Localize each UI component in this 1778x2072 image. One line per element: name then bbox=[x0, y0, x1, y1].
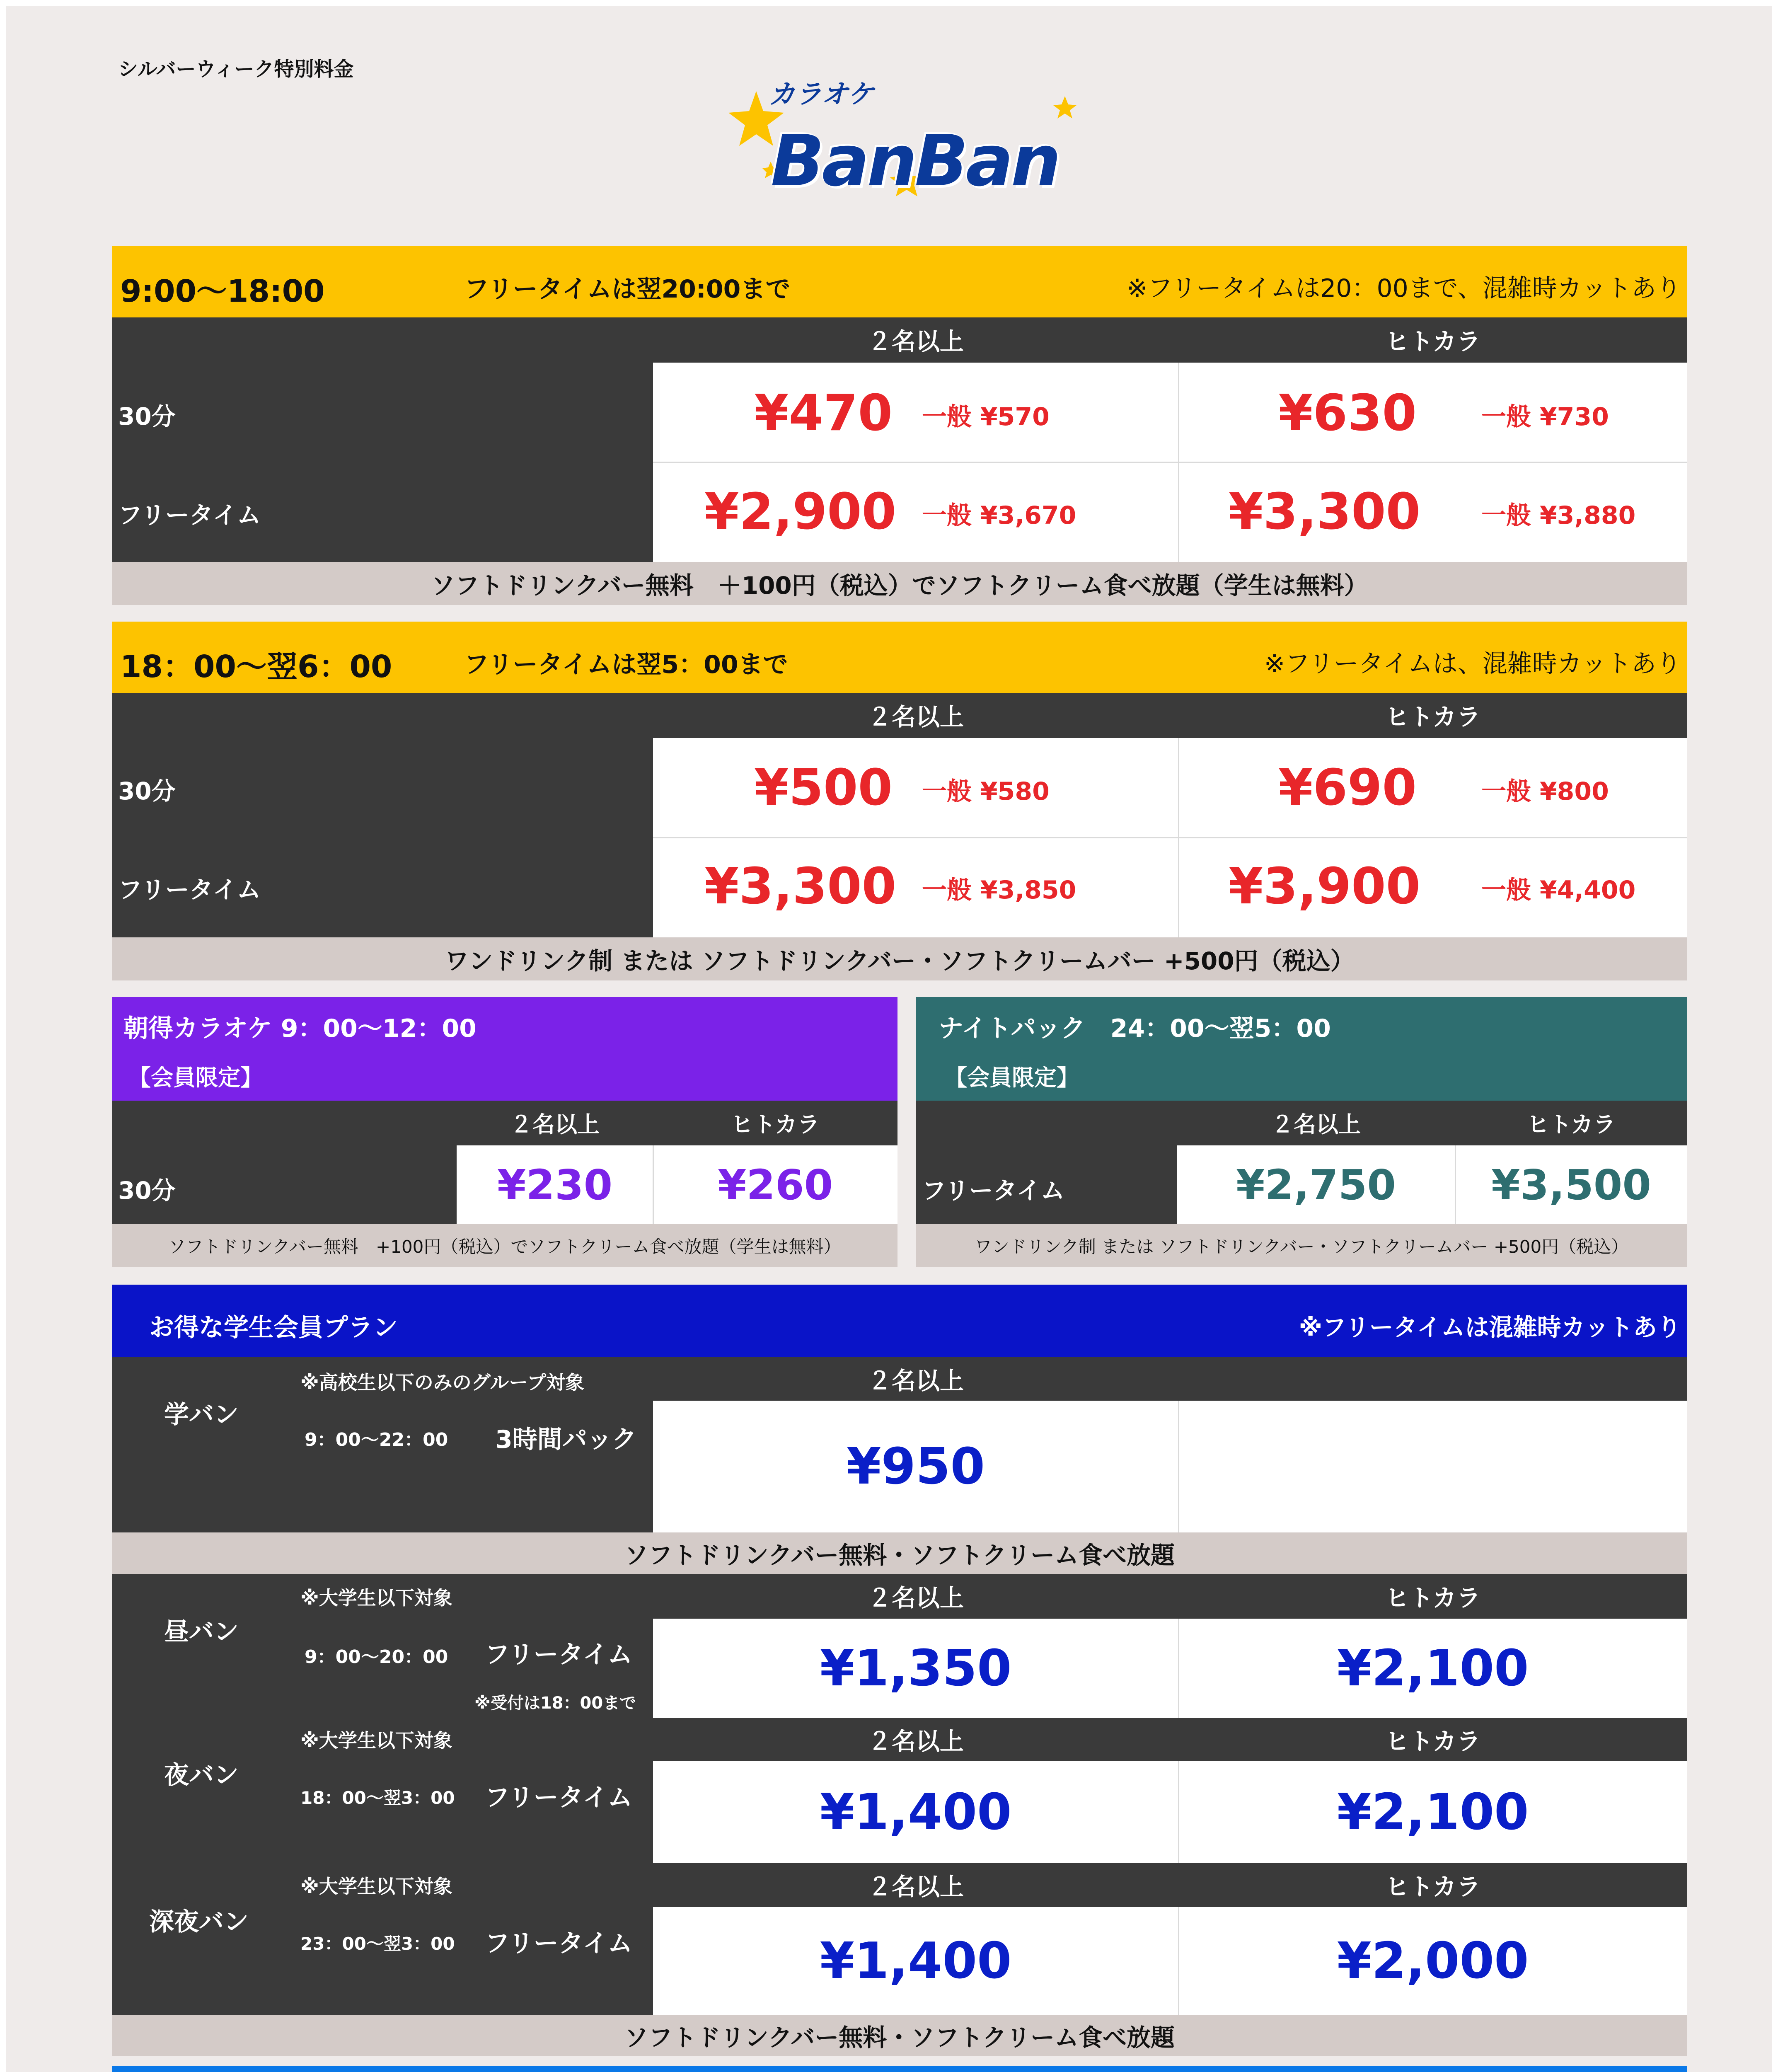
hiruban-col-group: ２名以上 bbox=[867, 1584, 964, 1612]
nightpack-solo-price: ¥3,500 bbox=[1491, 1160, 1651, 1209]
morning-col-solo: ヒトカラ bbox=[731, 1111, 820, 1138]
night-free-note: フリータイムは翌5：00まで bbox=[464, 650, 788, 679]
logo-main: BanBan bbox=[771, 120, 1059, 199]
night-time: 18：00〜翌6：00 bbox=[120, 649, 392, 685]
day-header-bar bbox=[112, 246, 1687, 317]
shinyaban-col-group: ２名以上 bbox=[867, 1873, 964, 1901]
nightpack-title: ナイトパック 24：00〜翌5：00 bbox=[939, 1014, 1331, 1043]
nightpack-row-label: フリータイム bbox=[922, 1176, 1065, 1205]
night-col-group: ２名以上 bbox=[867, 703, 964, 731]
gakuban-col-group: ２名以上 bbox=[867, 1367, 964, 1395]
student-footer1: ソフトドリンクバー無料・ソフトクリーム食べ放題 bbox=[112, 1532, 1687, 1574]
hiruban-time: 9：00〜20：00 bbox=[305, 1646, 448, 1668]
yoruban-col-group: ２名以上 bbox=[867, 1727, 964, 1755]
morning-header bbox=[112, 997, 897, 1101]
morning-group-price: ¥230 bbox=[497, 1160, 613, 1209]
nightpack-col-solo: ヒトカラ bbox=[1526, 1111, 1616, 1138]
nightpack-footer: ワンドリンク制 または ソフトドリンクバー・ソフトクリームバー +500円（税込） bbox=[916, 1224, 1687, 1267]
nightpack-member: 【会員限定】 bbox=[945, 1065, 1079, 1091]
yoruban-name: 夜バン bbox=[164, 1761, 239, 1790]
hiruban-target: ※大学生以下対象 bbox=[300, 1587, 452, 1609]
morning-col-group: ２名以上 bbox=[510, 1111, 600, 1138]
banban-logo bbox=[721, 66, 1077, 199]
night-footer: ワンドリンク制 または ソフトドリンクバー・ソフトクリームバー +500円（税込） bbox=[112, 937, 1687, 980]
campaign-title: シルバーウィーク特別料金 bbox=[118, 58, 354, 81]
student-right-note: ※フリータイムは混雑時カットあり bbox=[1299, 1313, 1681, 1341]
shinyaban-target: ※大学生以下対象 bbox=[300, 1875, 452, 1898]
day-footer: ソフトドリンクバー無料 ＋100円（税込）でソフトクリーム食べ放題（学生は無料） bbox=[112, 562, 1687, 605]
day-row1-group-price: ¥470 bbox=[754, 385, 893, 442]
shinyaban-time: 23：00〜翌3：00 bbox=[300, 1934, 455, 1954]
nightpack-col-group: ２名以上 bbox=[1271, 1111, 1361, 1138]
hiruban-solo-price: ¥2,100 bbox=[1337, 1639, 1529, 1697]
nightpack-group-price: ¥2,750 bbox=[1236, 1160, 1396, 1209]
day-row2-label: フリータイム bbox=[118, 501, 261, 529]
night-header-bar bbox=[112, 622, 1687, 693]
shinyaban-name: 深夜バン bbox=[149, 1907, 249, 1936]
gakuban-plan: 3時間パック bbox=[495, 1425, 637, 1454]
morning-solo-price: ¥260 bbox=[717, 1160, 833, 1209]
shinyaban-plan: フリータイム bbox=[485, 1929, 633, 1958]
night-row1-solo-general: 一般 ¥800 bbox=[1481, 777, 1609, 806]
day-right-note: ※フリータイムは20：00まで、混雑時カットあり bbox=[1127, 274, 1681, 303]
hiruban-col-solo: ヒトカラ bbox=[1385, 1584, 1481, 1612]
day-row1-solo-general: 一般 ¥730 bbox=[1481, 402, 1609, 431]
night-row2-group-price: ¥3,300 bbox=[704, 858, 897, 915]
student-title: お得な学生会員プラン bbox=[149, 1313, 398, 1342]
shinyaban-group-price: ¥1,400 bbox=[820, 1932, 1012, 1990]
morning-member: 【会員限定】 bbox=[128, 1065, 263, 1091]
morning-row-label: 30分 bbox=[118, 1176, 176, 1205]
hiruban-note: ※受付は18：00まで bbox=[474, 1694, 636, 1713]
night-right-note: ※フリータイムは、混雑時カットあり bbox=[1264, 649, 1681, 678]
yoruban-time: 18：00〜翌3：00 bbox=[300, 1788, 455, 1808]
night-row1-group-price: ¥500 bbox=[754, 759, 893, 817]
logo-small: カラオケ bbox=[769, 79, 874, 110]
night-row1-label: 30分 bbox=[118, 777, 176, 805]
day-row2-solo-price: ¥3,300 bbox=[1229, 483, 1421, 541]
gakuban-target: ※高校生以下のみのグループ対象 bbox=[300, 1371, 585, 1394]
day-row2-group-general: 一般 ¥3,670 bbox=[922, 501, 1076, 530]
day-row1-label: 30分 bbox=[118, 402, 176, 431]
night-row1-solo-price: ¥690 bbox=[1278, 759, 1417, 817]
day-row2-solo-general: 一般 ¥3,880 bbox=[1481, 501, 1636, 530]
day-row1-group-general: 一般 ¥570 bbox=[922, 402, 1050, 431]
day-col-group: ２名以上 bbox=[867, 327, 964, 356]
day-row2-group-price: ¥2,900 bbox=[704, 483, 897, 541]
morning-title: 朝得カラオケ 9：00〜12：00 bbox=[123, 1014, 477, 1043]
shinyaban-solo-price: ¥2,000 bbox=[1337, 1932, 1529, 1990]
hiruban-name: 昼バン bbox=[164, 1617, 239, 1646]
yoruban-col-solo: ヒトカラ bbox=[1385, 1727, 1481, 1755]
gakuban-time: 9：00〜22：00 bbox=[305, 1429, 448, 1450]
yoruban-plan: フリータイム bbox=[485, 1783, 633, 1812]
night-col-solo: ヒトカラ bbox=[1385, 703, 1481, 731]
night-row1-group-general: 一般 ¥580 bbox=[922, 777, 1050, 806]
day-free-note: フリータイムは翌20:00まで bbox=[464, 275, 791, 304]
student-footer2: ソフトドリンクバー無料・ソフトクリーム食べ放題 bbox=[112, 2015, 1687, 2056]
gakuban-price: ¥950 bbox=[847, 1438, 985, 1496]
yoruban-target: ※大学生以下対象 bbox=[300, 1729, 452, 1752]
morning-footer: ソフトドリンクバー無料 +100円（税込）でソフトクリーム食べ放題（学生は無料） bbox=[112, 1224, 897, 1267]
family-header bbox=[112, 2066, 1687, 2072]
hiruban-plan: フリータイム bbox=[485, 1640, 633, 1669]
day-col-solo: ヒトカラ bbox=[1385, 327, 1481, 356]
day-time: 9:00〜18:00 bbox=[120, 274, 325, 309]
hiruban-group-price: ¥1,350 bbox=[820, 1639, 1012, 1697]
nightpack-header bbox=[916, 997, 1687, 1101]
shinyaban-col-solo: ヒトカラ bbox=[1385, 1873, 1481, 1901]
night-row2-solo-general: 一般 ¥4,400 bbox=[1481, 876, 1636, 905]
day-row1-solo-price: ¥630 bbox=[1278, 385, 1417, 442]
night-row2-solo-price: ¥3,900 bbox=[1229, 858, 1421, 915]
yoruban-solo-price: ¥2,100 bbox=[1337, 1783, 1529, 1841]
night-row2-group-general: 一般 ¥3,850 bbox=[922, 876, 1076, 905]
night-row2-label: フリータイム bbox=[118, 876, 261, 904]
student-header bbox=[112, 1285, 1687, 1357]
yoruban-group-price: ¥1,400 bbox=[820, 1783, 1012, 1841]
gakuban-name: 学バン bbox=[164, 1400, 239, 1429]
